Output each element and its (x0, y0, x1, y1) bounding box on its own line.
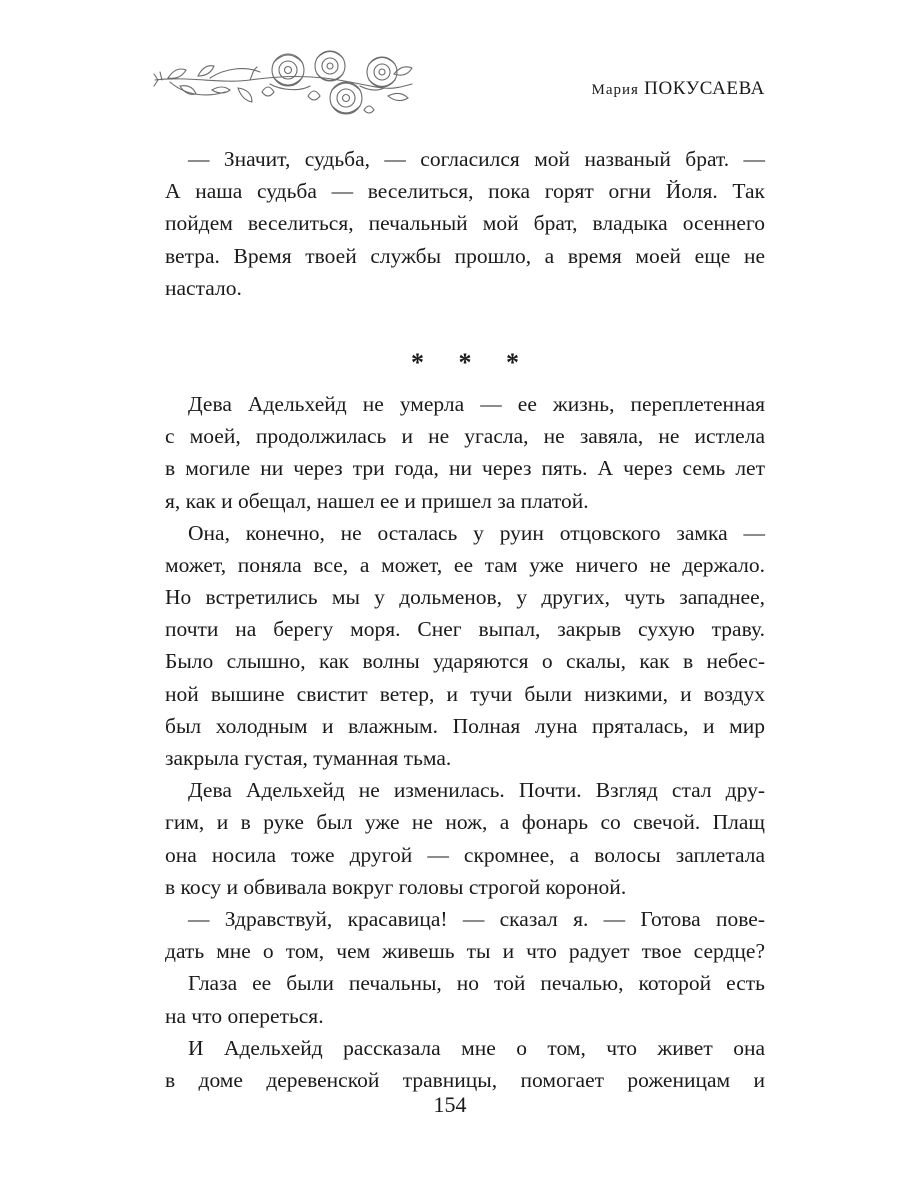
text-line: с моей, продолжилась и не угасла, не завяла, не истлела (165, 424, 765, 449)
text-line: в косу и обвивала вокруг головы строгой короной. (165, 874, 627, 899)
text-line: может, поняла все, а может, ее там уже ничего не держало. (165, 552, 765, 577)
text-line: пойдем веселиться, печальный мой брат, владыка осеннего (165, 211, 765, 236)
section-spacer (165, 304, 765, 342)
text-line: Но встретились мы у дольменов, у других, чуть западнее, (165, 585, 765, 610)
text-line: ветра. Время твоей службы прошло, а время моей еще не (165, 243, 765, 268)
text-line: в доме деревенской травницы, помогает роженицам и (165, 1067, 765, 1092)
page-header (150, 40, 765, 130)
text-line: Было слышно, как волны ударяются о скалы, как в небес- (165, 649, 765, 674)
text-line: Глаза ее были печальны, но той печалью, которой есть (188, 971, 765, 996)
paragraph (165, 143, 765, 304)
paragraph (165, 1032, 765, 1096)
text-line: я, как и обещал, нашел ее и пришел за платой. (165, 488, 589, 513)
floral-ornament-icon (150, 40, 420, 130)
text-line: на что опереться. (165, 1003, 324, 1028)
text-line: Она, конечно, не осталась у руин отцовского замка — (188, 520, 765, 545)
page-number: 154 (433, 1092, 467, 1117)
paragraph (165, 517, 765, 775)
text-line: ной вышине свистит ветер, и тучи были низкими, и воздух (165, 681, 765, 706)
text-line: Дева Адельхейд не умерла — ее жизнь, переплетенная (188, 391, 765, 416)
text-line: настало. (165, 275, 242, 300)
text-line: А наша судьба — веселиться, пока горят огни Йоля. Так (165, 179, 765, 204)
text-line: дать мне о том, чем живешь ты и что радует твое сердце? (165, 939, 765, 964)
text-line: — Значит, судьба, — согласился мой названый брат. — (188, 147, 765, 171)
text-line: Дева Адельхейд не изменилась. Почти. Взгляд стал дру- (188, 778, 765, 803)
paragraph (165, 967, 765, 1031)
section-break: * * * (411, 347, 533, 377)
author-first-name: Мария (591, 82, 639, 98)
text-line: — Здравствуй, красавица! — сказал я. — Готова пове- (188, 906, 765, 931)
paragraph (165, 903, 765, 967)
paragraph (165, 388, 765, 517)
text-line: в могиле ни через три года, ни через пять. А через семь лет (165, 456, 765, 481)
paragraph (165, 774, 765, 903)
body-text (165, 143, 765, 1096)
text-line: она носила тоже другой — скромнее, а волосы заплетала (165, 842, 765, 867)
author-last-name: ПОКУСАЕВА (644, 78, 765, 99)
text-line: гим, и в руке был уже не нож, а фонарь со свечой. Плащ (165, 810, 765, 835)
running-head (591, 78, 765, 100)
text-line: был холодным и влажным. Полная луна пряталась, и мир (165, 713, 765, 738)
text-line: почти на берегу моря. Снег выпал, закрыв сухую траву. (165, 617, 765, 642)
text-line: И Адельхейд рассказала мне о том, что живет она (188, 1035, 765, 1060)
text-line: закрыла густая, туманная тьма. (165, 746, 452, 770)
